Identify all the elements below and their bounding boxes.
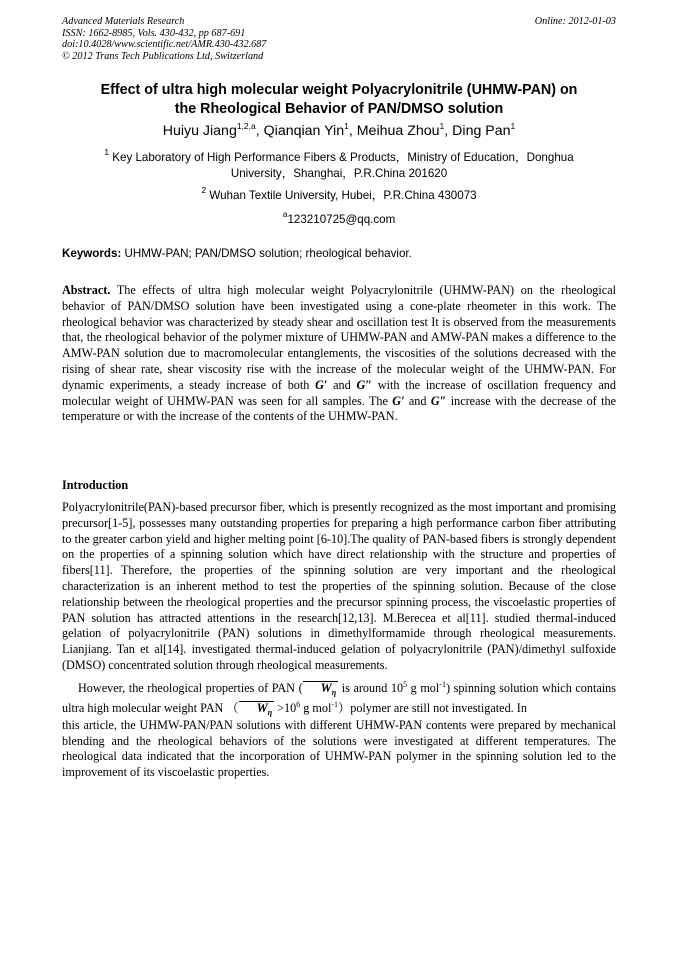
title-line-2: the Rheological Behavior of PAN/DMSO solution (174, 101, 504, 117)
author-affil-mark: 1 (439, 121, 445, 131)
exponent: -1 (439, 679, 446, 689)
affiliation-text: University，Shanghai，P.R.China 201620 (230, 167, 448, 180)
paragraph (62, 678, 616, 718)
paragraph: this article, the UHMW-PAN/PAN solutions with different UHMW-PAN contents were prepared by mechanical blending and the rheological behaviors of the solutions were investigated at different temperatures. The rheological data indicated that the incorporation of UHMW-PAN polymer in the spinning solution led to the improvement of its viscoelastic properties. (62, 717, 616, 780)
paragraph-text: ) spinning solution which contains ultra high molecular weight PAN （ (62, 680, 616, 715)
storage-modulus-symbol: G′ (315, 377, 328, 392)
paragraph-text: ）polymer are still not investigated. In (338, 700, 527, 715)
abstract-text: and (327, 377, 357, 392)
email-mark: a (282, 209, 288, 219)
author-separator: , (348, 123, 357, 139)
online-date: Online: 2012-01-03 (534, 16, 616, 27)
journal-header (62, 16, 616, 62)
mw-letter: W (256, 700, 268, 715)
author-affil-mark: 1,2,a (236, 121, 256, 131)
exponent: 6 (296, 699, 301, 709)
paragraph-text: >10 (274, 700, 297, 715)
abstract-text: with the increase of oscillation frequency and molecular weight of UHMW-PAN was seen for all samples. The (62, 377, 616, 408)
author-name: Ding Pan (452, 123, 511, 139)
email-text: 123210725@qq.com (287, 213, 396, 226)
author-affil-mark: 1 (344, 121, 349, 131)
introduction-body (62, 500, 616, 781)
affiliation-text: Wuhan Textile University, Hubei，P.R.China 430073 (206, 189, 477, 202)
unit-text: g mol (407, 680, 440, 695)
molecular-weight-symbol (239, 701, 275, 715)
section-heading: Introduction (62, 478, 129, 492)
unit-text: g mol (300, 700, 332, 715)
paragraph: Polyacrylonitrile(PAN)-based precursor fiber, which is presently recognized as the most important and promising precursor[1-5], possesses many outstanding properties for preparing a high performance carbon fiber attributing to the greater carbon yield and higher melting point [6-10].The quality of PAN-based fibers is strongly dependent on the properties of a spinning solution which have direct relationship with the structure and properties of fibers[11]. Therefore, the properties of the spinning solution are very important and the rheological characterization is an inherent method to test the properties of the spinning solution. Because of the close relationship between the rheological properties and the precursor spinning process, the viscoelastic properties of PAN solution has attracted attentions in the research[12,13]. M.Berecea et al[11]. studied thermal-induced gelation of polyacrylonitrile (PAN) solutions in dimethylformamide through rheological measurements. Lianjiang. Tan et al[14]. investigated thermal-induced gelation of polyacrylonitrile (PAN)/dimethyl sulfoxide (DMSO) concentrated solution through rheological measurements. (62, 500, 616, 672)
copyright-line: © 2012 Trans Tech Publications Ltd, Switzerland (62, 50, 264, 62)
keywords (62, 246, 616, 262)
author-affil-mark: 1 (510, 121, 516, 131)
title-line-1: Effect of ultra high molecular weight Polyacrylonitrile (UHMW-PAN) on (100, 82, 578, 98)
molecular-weight-symbol (303, 681, 339, 695)
loss-modulus-symbol: G″ (356, 377, 373, 392)
keywords-text: UHMW-PAN; PAN/DMSO solution; rheological behavior. (121, 247, 412, 260)
abstract-text: and (404, 393, 431, 408)
affiliation-1 (62, 147, 616, 182)
author-name: Huiyu Jiang (162, 123, 237, 139)
author-name: Qianqian Yin (263, 123, 345, 139)
keywords-label: Keywords: (62, 247, 122, 260)
author-list (62, 122, 616, 140)
journal-name: Advanced Materials Research (62, 16, 185, 27)
author-email (62, 209, 616, 228)
affiliation-text: Key Laboratory of High Performance Fibers & Products，Ministry of Education，Donghua (109, 151, 574, 164)
affiliation-2 (62, 185, 616, 204)
abstract-text: The effects of ultra high molecular weight Polyacrylonitrile (UHMW-PAN) on the rheological behavior of PAN/DMSO solution have been investigated using a cone-plate rheometer in this work. The rheological behavior was characterized by steady shear and oscillation test It is observed from the measurements that, the rheological behavior of the polymer mixture of UHMW-PAN and AMW-PAN makes a difference to the AMW-PAN solution due to macromolecular entanglements, the viscosities of the solutions decreased with the rising of shear rate, shear viscosity rise with the increase of the molecular weight of the UHMW-PAN. For dynamic experiments, a steady increase of both (62, 283, 616, 392)
paper-title (62, 81, 616, 119)
mw-letter: W (320, 680, 332, 695)
paragraph-text: However, the rheological properties of PAN ( (78, 680, 303, 695)
storage-modulus-symbol: G′ (392, 393, 405, 408)
paragraph-text: is around 10 (338, 680, 404, 695)
affiliation-mark: 2 (201, 185, 207, 195)
abstract-text: increase with the decrease of the temperature or with the increase of the contents of the UHMW-PAN. (62, 393, 616, 424)
exponent: -1 (331, 699, 339, 709)
doi-line: doi:10.4028/www.scientific.net/AMR.430-432.687 (62, 39, 267, 51)
mw-subscript: η (331, 687, 337, 697)
abstract-label: Abstract. (62, 283, 111, 297)
exponent: 5 (403, 679, 408, 689)
mw-subscript: η (267, 707, 273, 717)
affiliation-mark: 1 (104, 147, 110, 157)
author-separator: , (255, 123, 264, 139)
author-separator: , (444, 123, 453, 139)
author-name: Meihua Zhou (356, 123, 440, 139)
abstract (62, 283, 616, 425)
issn-line: ISSN: 1662-8985, Vols. 430-432, pp 687-691 (62, 27, 246, 39)
loss-modulus-symbol: G″ (430, 393, 447, 408)
